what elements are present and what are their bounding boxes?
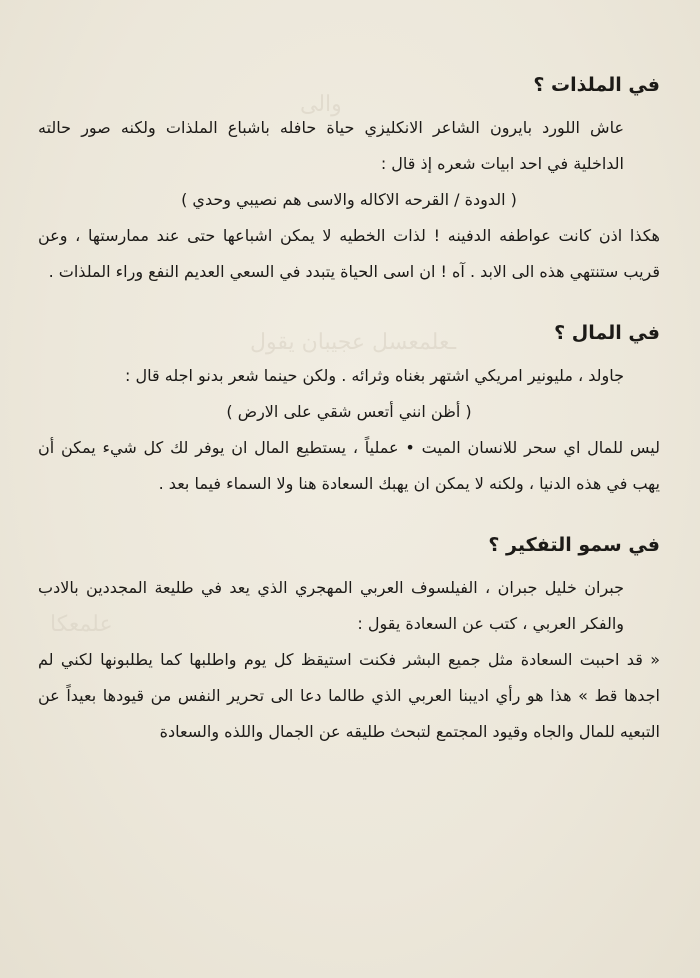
paragraph-money-conclusion: ليس للمال اي سحر للانسان الميت • عملياً ، يستطيع المال ان يوفر لك كل شيء يمكن أن يهب في هذه الدنيا ، ولكنه لا يمكن ان يهبك السعادة هنا ولا السماء فيما بعد . [38, 438, 660, 493]
bleed-through-text: ‏ـعلمعسل عجيبان يقول [250, 330, 457, 355]
section-heading-money: في المال ؟ [554, 322, 660, 344]
bleed-through-text: ‏والى [300, 92, 342, 117]
paragraph-pleasures-conclusion: هكذا اذن كانت عواطفه الدفينه ! لذات الخطيه لا يمكن اشباعها حتى عند ممارستها ، وعن قريب ستنتهي هذه الى الابد . آه ! ان اسى الحياة يتبدد في السعي العديم النفع وراء الملذات . [38, 226, 660, 281]
paragraph-byron: عاش اللورد بايرون الشاعر الانكليزي حياة حافله باشباع الملذات ولكنه صور حالته الداخلية في احد ابيات شعره إذ قال : [38, 118, 624, 173]
paragraph-gould: جاولد ، مليونير امريكي اشتهر بغناه وثرائه . ولكن حينما شعر بدنو اجله قال : [125, 366, 624, 385]
quote-byron: ( الدودة / القرحه الاكاله والاسى هم نصيبي وحدي ) [181, 190, 517, 209]
paragraph-gibran: جبران خليل جبران ، الفيلسوف العربي المهجري الذي يعد في طليعة المجددين بالادب والفكر العربي ، كتب عن السعادة يقول : [38, 578, 624, 633]
quote-gould: ( أظن انني أتعس شقي على الارض ) [226, 402, 472, 421]
section-heading-pleasures: في الملذات ؟ [533, 74, 660, 96]
document-body [38, 70, 660, 750]
section-heading-thought: في سمو التفكير ؟ [488, 534, 660, 556]
paragraph-gibran-quote: « قد احببت السعادة مثل جميع البشر فكنت استيقظ كل يوم واطلبها كما يطلبونها لكني لم اجدها قط » هذا هو رأي اديبنا العربي الذي طالما دعا الى تحرير النفس من قيودها بعيداً عن التبعيه للمال والجاه وقيود المجتمع لتبحث طليقه عن الجمال واللذه والسعادة [38, 650, 660, 741]
bleed-through-text: ‏علمعكا [50, 612, 113, 637]
